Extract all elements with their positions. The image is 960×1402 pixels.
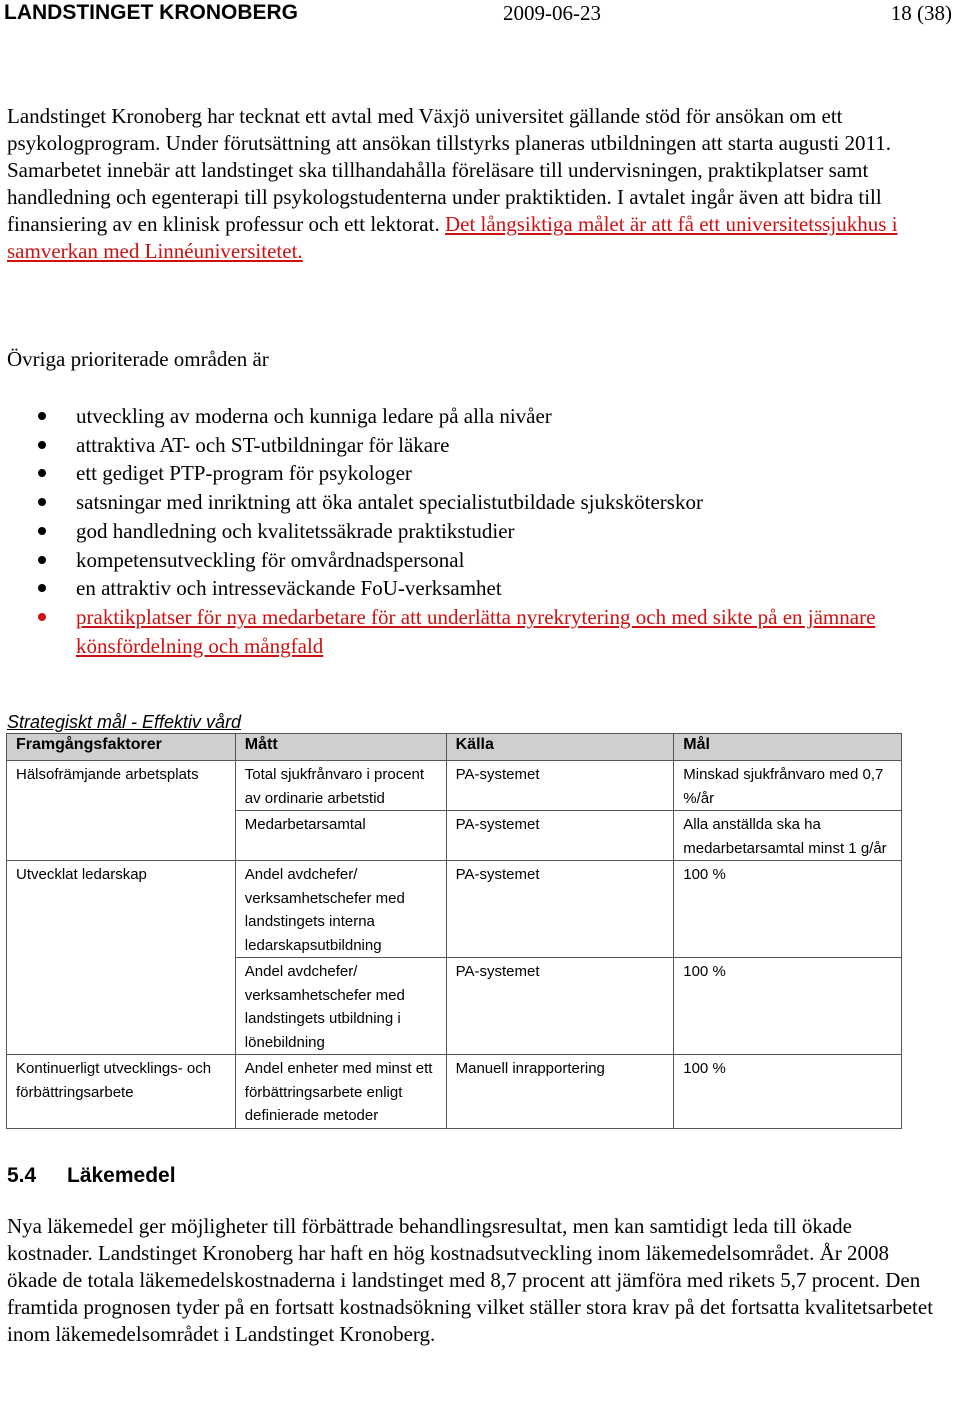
table-cell: Alla anställda ska ha medarbetarsamtal minst 1 g/år: [674, 811, 902, 861]
bullet-icon: [38, 584, 46, 592]
long-term-goal-text: Det långsiktiga målet är att få ett universitetssjukhus i samverkan med Linnéuniversitetet.: [7, 212, 898, 263]
table-cell: Andel avdchefer/ verksamhetschefer med landstingets interna ledarskapsutbildning: [235, 861, 446, 958]
table-row: [7, 861, 902, 958]
table-cell: 100 %: [674, 861, 902, 958]
table-cell: Total sjukfrånvaro i procent av ordinarie arbetstid: [235, 761, 446, 811]
table-cell: Manuell inrapportering: [446, 1055, 674, 1129]
column-header: Framgångsfaktorer: [7, 734, 236, 761]
table-cell: [7, 811, 236, 861]
table-cell: Andel avdchefer/ verksamhetschefer med landstingets utbildning i lönebildning: [235, 958, 446, 1055]
priorities-intro: Övriga prioriterade områden är: [7, 347, 269, 371]
column-header: Mål: [674, 734, 902, 761]
table-cell: PA-systemet: [446, 761, 674, 811]
page-header: [0, 0, 960, 28]
list-item: attraktiva AT- och ST-utbildningar för läkare: [0, 431, 950, 460]
bullet-icon: [38, 527, 46, 535]
list-item: en attraktiv och intresseväckande FoU-verksamhet: [0, 574, 950, 603]
list-item: satsningar med inriktning att öka antalet specialistutbildade sjuksköterskor: [0, 488, 950, 517]
table-cell: Minskad sjukfrånvaro med 0,7 %/år: [674, 761, 902, 811]
header-page-number: 18 (38): [890, 1, 952, 25]
column-header: Mått: [235, 734, 446, 761]
list-item: kompetensutveckling för omvårdnadspersonal: [0, 546, 950, 575]
bullet-icon: [38, 469, 46, 477]
column-header: Källa: [446, 734, 674, 761]
section-title: Läkemedel: [67, 1164, 176, 1187]
table-cell: Medarbetarsamtal: [235, 811, 446, 861]
pharmaceuticals-paragraph: Nya läkemedel ger möjligheter till förbättrade behandlingsresultat, men kan samtidigt leda till ökade kostnader. Landstinget Kronoberg har haft en hög kostnadsutveckling inom läkemedelsområdet. År 2008 ökade de totala läkemedelskostnaderna i landstinget med 8,7 procent att jämföra med rikets 5,7 procent. Den framtida prognosen tyder på en fortsatt kostnadsökning vilket ställer stora krav på det fortsatta kvalitetsarbetet inom läkemedelsområdet i Landstinget Kronoberg.: [7, 1214, 934, 1346]
table-cell: Utvecklat ledarskap: [7, 861, 236, 958]
section-heading: [7, 1162, 176, 1190]
table-cell: PA-systemet: [446, 861, 674, 958]
table-header-row: [7, 734, 902, 761]
strategic-goal-title: Strategiskt mål - Effektiv vård: [7, 712, 242, 732]
table-row: [7, 811, 902, 861]
bullet-icon: [38, 498, 46, 506]
table-cell: 100 %: [674, 958, 902, 1055]
header-organization: LANDSTINGET KRONOBERG: [4, 1, 298, 24]
bullet-icon: [38, 613, 46, 621]
bullet-icon: [38, 441, 46, 449]
list-item: god handledning och kvalitetssäkrade praktikstudier: [0, 517, 950, 546]
table-cell: 100 %: [674, 1055, 902, 1129]
section-number: 5.4: [7, 1164, 37, 1187]
table-cell: Hälsofrämjande arbetsplats: [7, 761, 236, 811]
table-cell: Kontinuerligt utvecklings- och förbättringsarbete: [7, 1055, 236, 1129]
header-date: 2009-06-23: [503, 1, 601, 25]
bullet-icon: [38, 412, 46, 420]
priorities-list: [0, 402, 950, 660]
agreement-text: Landstinget Kronoberg har tecknat ett avtal med Växjö universitet gällande stöd för ansökan om ett psykologprogram. Under förutsättning att ansökan tillstyrks planeras utbildningen att starta augusti 2011. Samarbetet innebär att landstinget ska tillhandahålla föreläsare till undervisningen, praktikplatser samt handledning och egenterapi till psykologstudenterna under praktiktiden. I avtalet ingår även att bidra till finansiering av en klinisk professur och ett lektorat.: [7, 104, 891, 236]
list-item: utveckling av moderna och kunniga ledare på alla nivåer: [0, 402, 950, 431]
list-item-highlighted: praktikplatser för nya medarbetare för att underlätta nyrekrytering och med sikte på en jämnare könsfördelning och mångfald: [0, 603, 950, 660]
goals-table: [6, 733, 902, 1129]
table-cell: PA-systemet: [446, 811, 674, 861]
list-item: ett gediget PTP-program för psykologer: [0, 459, 950, 488]
table-cell: [7, 958, 236, 1055]
table-row: [7, 761, 902, 811]
table-cell: PA-systemet: [446, 958, 674, 1055]
table-row: [7, 1055, 902, 1129]
table-row: [7, 958, 902, 1055]
bullet-icon: [38, 556, 46, 564]
agreement-paragraph: [7, 103, 937, 265]
table-cell: Andel enheter med minst ett förbättringsarbete enligt definierade metoder: [235, 1055, 446, 1129]
